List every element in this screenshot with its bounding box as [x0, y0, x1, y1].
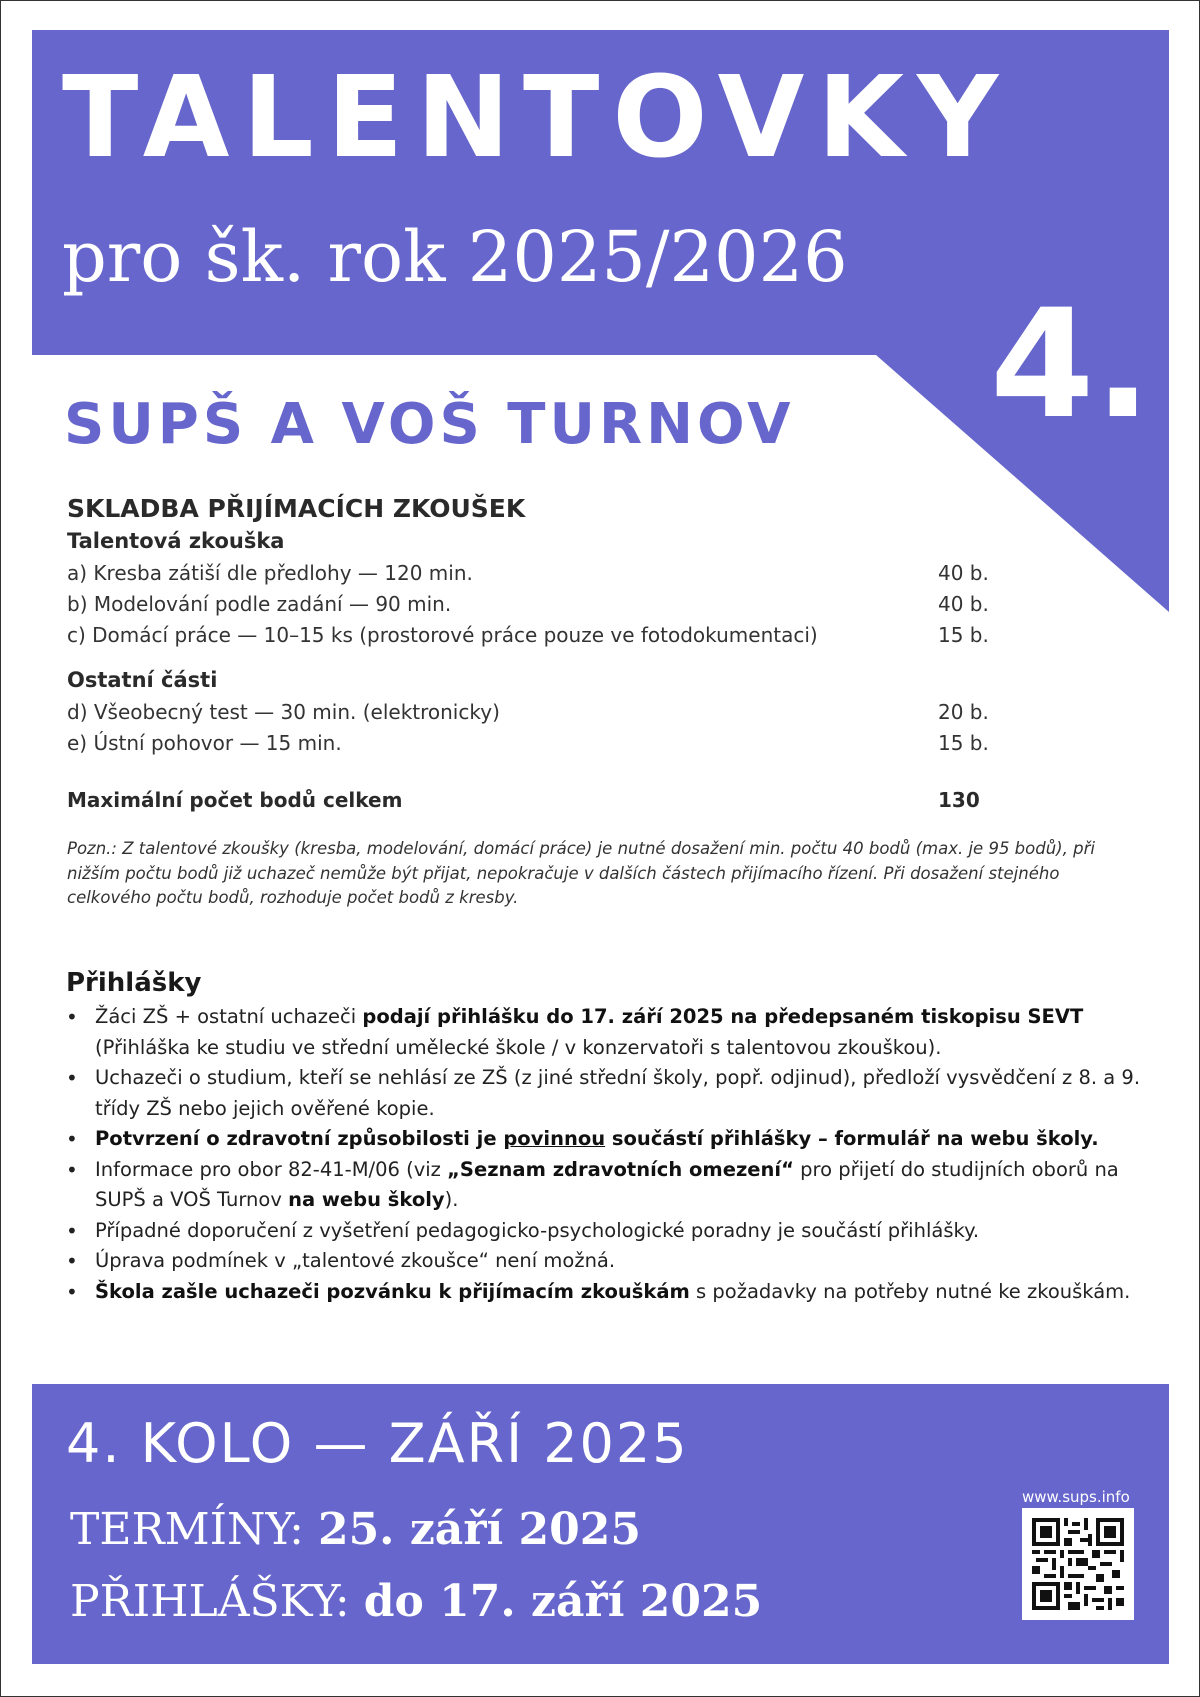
- exam-item-text: e) Ústní pohovor — 15 min.: [67, 730, 342, 755]
- list-item: • Případné doporučení z vyšetření pedagogicko-psychologické poradny je součástí přihlášky.: [64, 1216, 1174, 1247]
- exam-structure: [67, 494, 1167, 911]
- exam-row: [67, 727, 1167, 758]
- exam-item-points: 40 b.: [938, 560, 989, 585]
- application-deadline: [70, 1576, 762, 1627]
- exam-item-points: 15 b.: [938, 730, 989, 755]
- exam-item-text: a) Kresba zátiší dle předlohy — 120 min.: [67, 560, 473, 585]
- list-item: • Informace pro obor 82-41-M/06 (viz „Seznam zdravotních omezení“ pro přijetí do studijních oborů na SUPŠ a VOŠ Turnov na webu školy).: [64, 1155, 1174, 1216]
- list-item: • Škola zašle uchazeči pozvánku k přijímacím zkouškám s požadavky na potřeby nutné ke zkouškám.: [64, 1277, 1174, 1308]
- application-deadline-label: PŘIHLÁŠKY:: [70, 1576, 364, 1627]
- list-item: • Úprava podmínek v „talentové zkoušce“ není možná.: [64, 1246, 1174, 1277]
- exam-dates-value: 25. září 2025: [317, 1504, 641, 1555]
- exam-item-text: b) Modelování podle zadání — 90 min.: [67, 591, 452, 616]
- round-number: 4.: [990, 278, 1152, 452]
- exam-row: [67, 696, 1167, 727]
- list-item: • Žáci ZŠ + ostatní uchazeči podají přihlášku do 17. září 2025 na předepsaném tiskopisu SEVT (Přihláška ke studiu ve střední umělecké škole / v konzervatoři s talentovou zkouškou).: [64, 1002, 1174, 1063]
- exam-dates: [70, 1504, 641, 1555]
- other-parts-heading: Ostatní části: [67, 668, 218, 692]
- exam-item-points: 20 b.: [938, 699, 989, 724]
- application-deadline-value: do 17. září 2025: [363, 1576, 763, 1627]
- talent-exam-heading: Talentová zkouška: [67, 529, 285, 553]
- applications-section: [64, 968, 1174, 1307]
- school-name: SUPŠ A VOŠ TURNOV: [64, 392, 795, 457]
- exam-structure-heading: SKLADBA PŘIJÍMACÍCH ZKOUŠEK: [67, 494, 526, 523]
- footer-banner: [32, 1384, 1169, 1664]
- exam-row: [67, 619, 1167, 650]
- exam-item-text: d) Všeobecný test — 30 min. (elektronicky): [67, 699, 500, 724]
- exam-row: [67, 588, 1167, 619]
- exam-dates-label: TERMÍNY:: [70, 1504, 318, 1555]
- exam-item-text: c) Domácí práce — 10–15 ks (prostorové práce pouze ve fotodokumentaci): [67, 622, 818, 647]
- round-title: 4. KOLO — ZÁŘÍ 2025: [66, 1412, 689, 1475]
- total-points-value: 130: [938, 787, 980, 812]
- total-points-row: [67, 784, 1167, 815]
- page-title: TALENTOVKY: [62, 53, 1012, 183]
- total-points-label: Maximální počet bodů celkem: [67, 787, 403, 812]
- exam-note: Pozn.: Z talentové zkoušky (kresba, modelování, domácí práce) je nutné dosažení min. počtu 40 bodů (max. je 95 bodů), při nižším počtu bodů již uchazeč nemůže být přijat, nepokračuje v dalších částech přijímacího řízení. Při dosažení stejného celkového počtu bodů, rozhoduje počet bodů z kresby.: [67, 839, 1095, 907]
- applications-heading: Přihlášky: [66, 968, 202, 998]
- applications-list: [64, 1002, 1174, 1307]
- exam-item-points: 40 b.: [938, 591, 989, 616]
- qr-code-icon[interactable]: [1022, 1508, 1134, 1620]
- school-year-subtitle: pro šk. rok 2025/2026: [62, 216, 848, 298]
- website-link[interactable]: www.sups.info: [1022, 1488, 1130, 1506]
- exam-row: [67, 557, 1167, 588]
- list-item: • Uchazeči o studium, kteří se nehlásí ze ZŠ (z jiné střední školy, popř. odjinud), předloží vysvědčení z 8. a 9. třídy ZŠ nebo jejich ověřené kopie.: [64, 1063, 1174, 1124]
- list-item: • Potvrzení o zdravotní způsobilosti je povinnou součástí přihlášky – formulář na webu školy.: [64, 1124, 1174, 1155]
- exam-item-points: 15 b.: [938, 622, 989, 647]
